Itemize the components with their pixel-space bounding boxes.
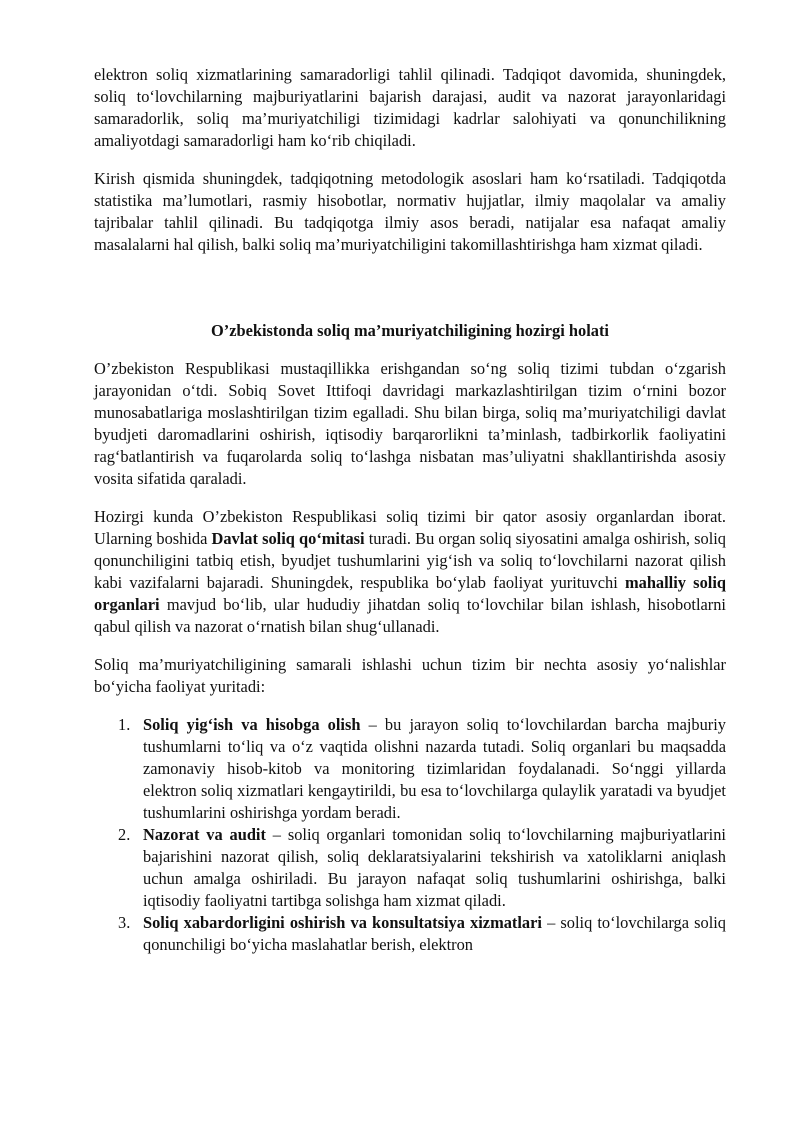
list-number: 3. bbox=[118, 913, 131, 932]
intro-paragraph-1: elektron soliq xizmatlarining samaradorligi tahlil qilinadi. Tadqiqot davomida, shuningdek, soliq to‘lovchilarning majburiyatlarini bajarish darajasi, audit va nazorat jarayonlaridagi samaradorlik, soliq ma’muriyatchiligi tizimidagi kadrlar salohiyati va qonunchilikning amaliyotdagi samaradorligi ham ko‘rib chiqiladi. bbox=[94, 65, 726, 150]
list-item bbox=[94, 912, 726, 956]
bold-term-local-tax-bodies: mahalliy soliq organlari bbox=[94, 573, 726, 614]
list-item-text: – soliq to‘lovchilarga soliq qonunchiligi bo‘yicha maslahatlar berish, elektron bbox=[143, 913, 727, 954]
paragraph-text: mavjud bo‘lib, ular hududiy jihatdan soliq to‘lovchilar bilan ishlash, hisobotlarni qabul qilish va nazorat o‘rnatish bilan shug‘ullanadi. bbox=[94, 595, 726, 636]
list-item-text: – bu jarayon soliq to‘lovchilardan barcha majburiy tushumlarni to‘liq va o‘z vaqtida olishni nazarda tutadi. Soliq organlari bu maqsadda zamonaviy hisob-kitob va monitoring tizimlaridan foydalanadi. So‘nggi yillarda elektron soliq xizmatlari kengaytirildi, bu esa to‘lovchilarga qulaylik yaratadi va byudjet tushumlarini oshirishga yordam beradi. bbox=[143, 715, 726, 822]
list-item-title: Soliq yig‘ish va hisobga olish bbox=[143, 715, 361, 734]
list-item bbox=[94, 714, 726, 824]
section-paragraph-1: O’zbekiston Respublikasi mustaqillikka erishgandan so‘ng soliq tizimi tubdan o‘zgarish jarayonidan o‘tdi. Sobiq Sovet Ittifoqi davridagi markazlashtirilgan tizim o‘rnini bozor munosabatlariga moslashtirilgan tizim egalladi. Shu bilan birga, soliq ma’muriyatchiligi davlat byudjeti daromadlarini oshirish, iqtisodiy barqarorlikni ta’minlash, tadbirkorlik faoliyatini rag‘batlantirish va fuqarolarda soliq to‘lashga nisbatan mas’uliyatni shakllantirishda asosiy vosita sifatida qaraladi. bbox=[94, 359, 726, 488]
section-paragraph-2 bbox=[94, 506, 726, 638]
section-heading: O’zbekistonda soliq ma’muriyatchiligining hozirgi holati bbox=[211, 321, 609, 340]
list-item bbox=[94, 824, 726, 912]
list-item-text: – soliq organlari tomonidan soliq to‘lovchilarning majburiyatlarini bajarishini nazorat qilish, soliq deklaratsiyalarini tekshirish va xatoliklarni aniqlash uchun amalga oshiriladi. Bu jarayon nafaqat soliq tushumlarini oshirishga, balki iqtisodiy faoliyatni tartibga solishga ham xizmat qiladi. bbox=[143, 825, 726, 910]
list-item-title: Soliq xabardorligini oshirish va konsultatsiya xizmatlari bbox=[143, 913, 542, 932]
document-page bbox=[94, 64, 726, 956]
directions-list bbox=[94, 714, 726, 956]
list-number: 2. bbox=[118, 825, 131, 844]
paragraph-text: Hozirgi kunda O’zbekiston Respublikasi soliq tizimi bir qator asosiy organlardan iborat. Ularning boshida bbox=[94, 507, 726, 548]
paragraph-text: turadi. Bu organ soliq siyosatini amalga oshirish, soliq qonunchiligini tatbiq etish, byudjet tushumlarini yig‘ish va soliq to‘lovchilarni nazorat qilish kabi vazifalarni bajaradi. Shuningdek, respublika bo‘ylab faoliyat yurituvchi bbox=[94, 529, 726, 592]
bold-term-tax-committee: Davlat soliq qo‘mitasi bbox=[211, 529, 365, 548]
intro-paragraph-2: Kirish qismida shuningdek, tadqiqotning metodologik asoslari ham ko‘rsatiladi. Tadqiqotda statistika ma’lumotlari, rasmiy hisobotlar, normativ hujjatlar, ilmiy maqolalar va amaliy tajribalar tahlil qilinadi. Bu tadqiqotga ilmiy asos beradi, natijalar esa nafaqat amaliy masalalarni hal qilish, balki soliq ma’muriyatchiligini takomillashtirishga ham xizmat qiladi. bbox=[94, 169, 726, 254]
list-item-title: Nazorat va audit bbox=[143, 825, 266, 844]
list-number: 1. bbox=[118, 715, 131, 734]
section-paragraph-3: Soliq ma’muriyatchiligining samarali ishlashi uchun tizim bir nechta asosiy yo‘nalishlar bo‘yicha faoliyat yuritadi: bbox=[94, 655, 726, 696]
